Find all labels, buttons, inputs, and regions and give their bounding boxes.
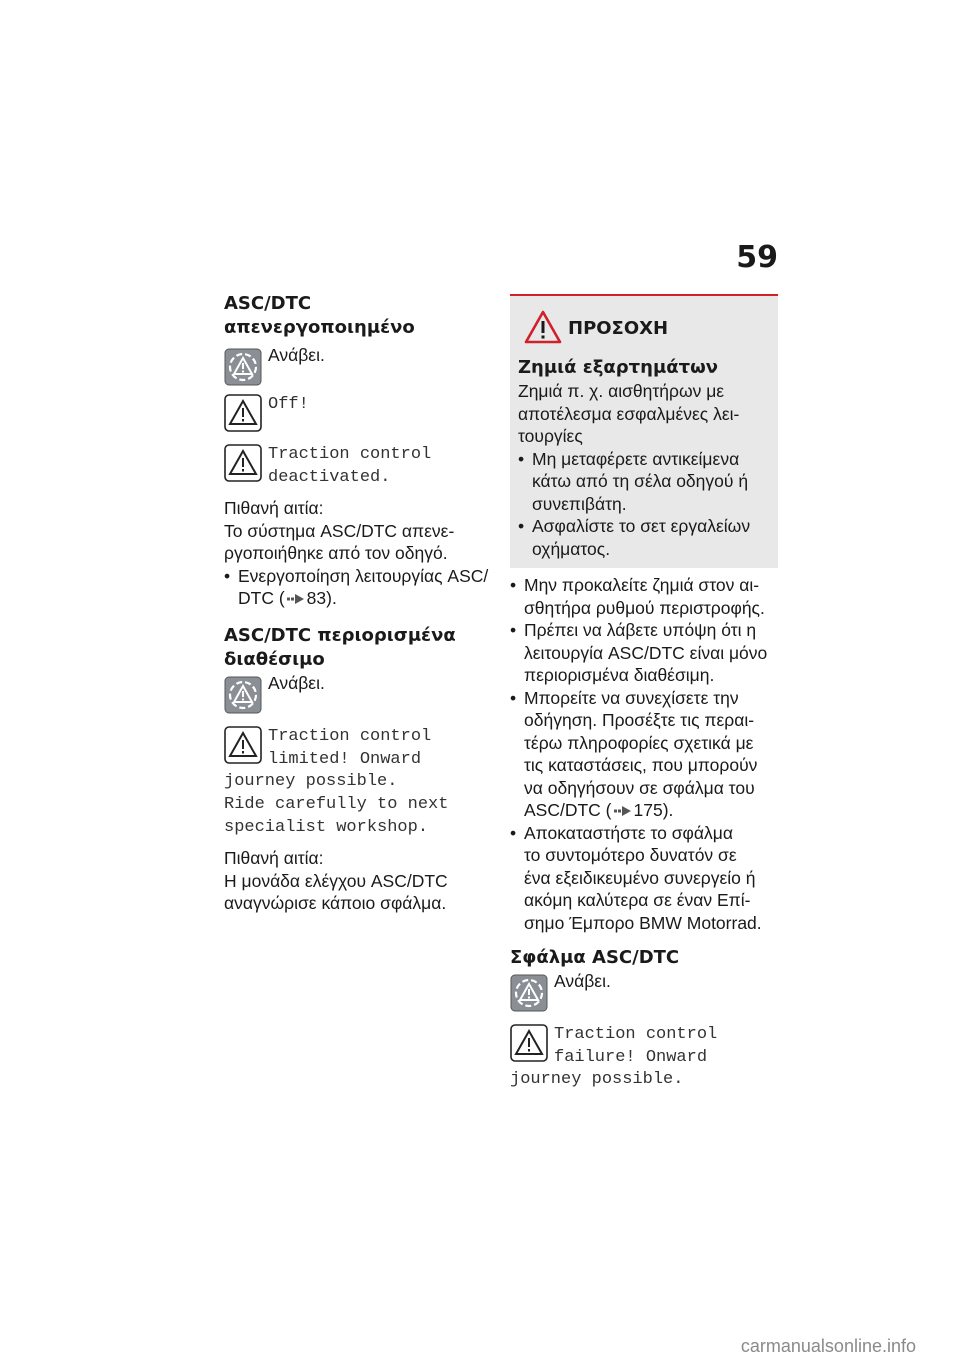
watermark: carmanualsonline.info (740, 1336, 916, 1356)
page-reference-arrow-icon (614, 805, 632, 817)
display-message: journey possible. (224, 772, 398, 792)
display-message: specialist workshop. (224, 817, 429, 837)
asc-dtc-warning-light-icon (224, 348, 262, 386)
display-message: Traction control (268, 445, 432, 464)
display-row (510, 1020, 778, 1092)
display-message: limited! Onward (268, 749, 422, 769)
display-row (224, 390, 494, 430)
general-warning-triangle-icon (224, 444, 262, 482)
cause-text: Η μονάδα ελέγχου ASC/DTC (224, 870, 448, 891)
cause-text: αναγνώρισε κάποιο σφάλμα. (224, 893, 447, 914)
section-title: διαθέσιμο (224, 648, 325, 670)
list-item: • Μη μεταφέρετε αντικείμενα κάτω από τη σέλα οδηγού ή συνεπιβάτη. (518, 448, 770, 516)
list-item: • Πρέπει να λάβετε υπόψη ότι η λειτουργία ASC/DTC είναι μόνο περιορισμένα διαθέσιμη. (510, 619, 778, 687)
display-message: Traction control (554, 1025, 718, 1044)
caution-text: τουργίες (518, 426, 583, 446)
display-message: Traction control (268, 726, 432, 746)
display-message: Ride carefully to next (224, 795, 449, 815)
cause-text: ργοποιήθηκε από τον οδηγό. (224, 543, 448, 564)
general-warning-triangle-icon (224, 726, 262, 764)
indicator-status: Ανάβει. (554, 971, 611, 991)
indicator-row (224, 672, 494, 712)
list-item: • Αποκαταστήστε το σφάλμα το συντομότερο δυνατόν σε ένα εξειδικευμένο συνεργείο ή ακόμη καλύτερα σε έναν Επί- σημο Έμπορο BMW Motorrad. (510, 822, 778, 935)
caution-text: Ζημιά π. χ. αισθητήρων με (518, 381, 725, 401)
notes-list (510, 574, 778, 934)
caution-header (518, 310, 770, 346)
section-title: Σφάλμα ASC/DTC (510, 947, 680, 968)
caution-title: Ζημιά εξαρτημάτων (518, 357, 718, 378)
cause-label: Πιθανή αιτία: (224, 498, 324, 519)
display-row (224, 440, 494, 489)
indicator-status: Ανάβει. (268, 345, 325, 365)
section-title: ASC/DTC περιορισμένα (224, 624, 456, 646)
caution-text: αποτέλεσμα εσφαλμένες λει- (518, 403, 740, 424)
page-reference-link[interactable]: 175). (633, 800, 674, 820)
action-list (224, 565, 494, 610)
list-item: • Ασφαλίστε το σετ εργαλείων οχήματος. (518, 515, 770, 560)
list-item: • Ενεργοποίηση λειτουργίας ASC/ DTC ( 83). (224, 565, 494, 610)
right-column (510, 294, 778, 1092)
attention-triangle-icon (524, 310, 562, 344)
section-asc-limited (224, 624, 494, 915)
general-warning-triangle-icon (224, 394, 262, 432)
list-item: • Μπορείτε να συνεχίσετε την οδήγηση. Προσέξτε τις περαι- τέρω πληροφορίες σχετικά με τις καταστάσεις, που μπορούν να οδηγήσουν σε σφάλμα του ASC/DTC ( 175). (510, 687, 778, 822)
display-message: journey possible. (510, 1070, 684, 1090)
caution-box (510, 294, 778, 568)
cause-label: Πιθανή αιτία: (224, 848, 324, 869)
display-message: Off! (268, 395, 309, 414)
display-row (224, 722, 494, 840)
asc-dtc-warning-light-icon (510, 974, 548, 1012)
list-item: • Μην προκαλείτε ζημιά στον αι- σθητήρα ρυθμού περιστροφής. (510, 574, 778, 619)
indicator-row (224, 344, 494, 384)
display-message: failure! Onward (554, 1047, 708, 1067)
asc-dtc-warning-light-icon (224, 676, 262, 714)
page-reference-link[interactable]: 83). (306, 588, 337, 609)
left-column (224, 292, 494, 915)
section-asc-deactivated (224, 292, 494, 610)
display-message: deactivated. (268, 467, 391, 487)
indicator-row (510, 970, 778, 1010)
caution-list (518, 448, 770, 561)
page-number: 59 (736, 240, 778, 275)
page-reference-arrow-icon (287, 593, 305, 605)
section-asc-failure (510, 946, 778, 1092)
general-warning-triangle-icon (510, 1024, 548, 1062)
cause-text: Το σύστημα ASC/DTC απενε- (224, 520, 455, 541)
caution-label: ΠΡΟΣΟΧΗ (568, 318, 669, 339)
indicator-status: Ανάβει. (268, 672, 325, 693)
section-title: ASC/DTC απενεργοποιημένο (224, 293, 415, 338)
